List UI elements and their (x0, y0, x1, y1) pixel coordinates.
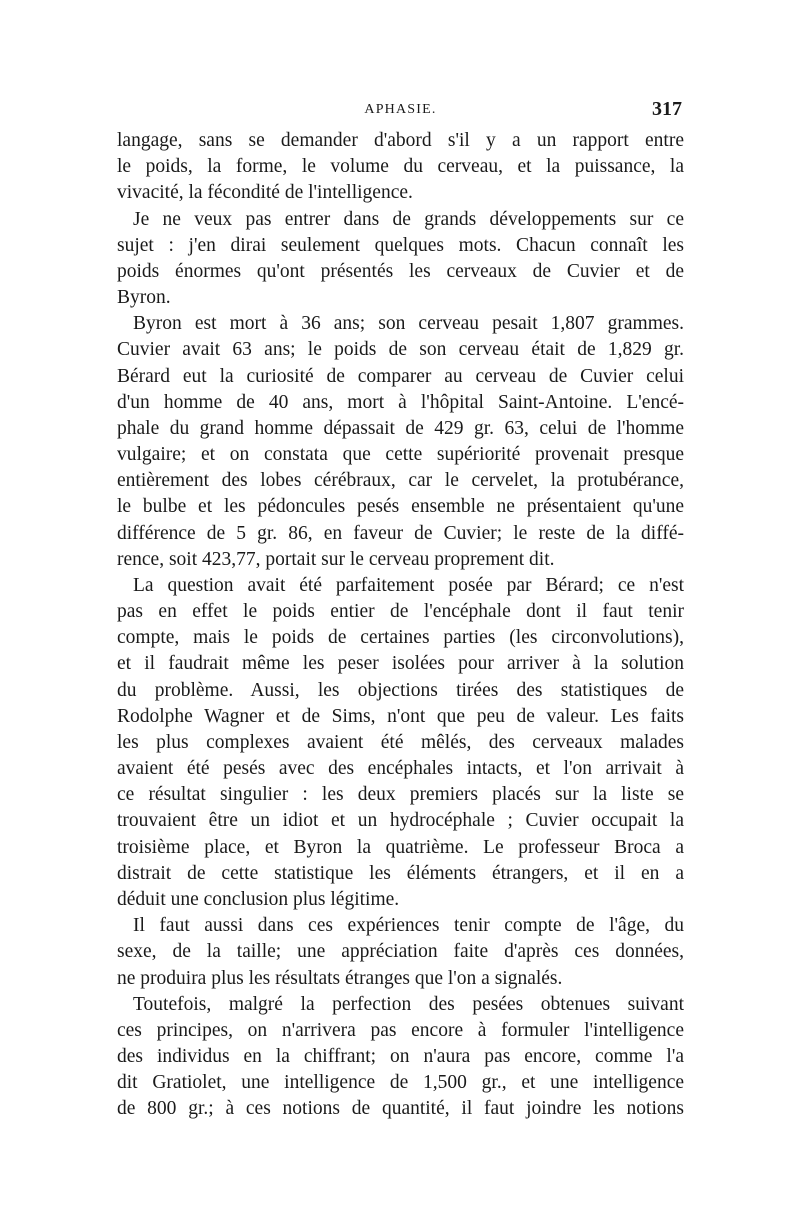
text-line: le bulbe et les pédoncules pesés ensemble ne présentaient qu'une (117, 496, 684, 518)
text-line: sexe, de la taille; une appréciation faite d'après ces données, (117, 941, 684, 963)
text-line: vivacité, la fécondité de l'intelligence. (117, 182, 413, 204)
text-line: poids énormes qu'ont présentés les cerveaux de Cuvier et de (117, 260, 684, 282)
text-line: trouvaient être un idiot et un hydrocéphale ; Cuvier occupait la (117, 810, 684, 832)
text-line: et il faudrait même les peser isolées pour arriver à la solution (117, 653, 684, 675)
text-line: Cuvier avait 63 ans; le poids de son cerveau était de 1,829 gr. (117, 339, 684, 361)
text-line: Il faut aussi dans ces expériences tenir compte de l'âge, du (133, 915, 684, 937)
text-line: différence de 5 gr. 86, en faveur de Cuvier; le reste de la diffé- (117, 522, 684, 544)
text-line: pas en effet le poids entier de l'encéphale dont il faut tenir (117, 601, 684, 623)
text-line: dit Gratiolet, une intelligence de 1,500 gr., et une intelligence (117, 1072, 684, 1094)
text-line: La question avait été parfaitement posée par Bérard; ce n'est (133, 574, 684, 596)
text-line: phale du grand homme dépassait de 429 gr. 63, celui de l'homme (117, 417, 684, 439)
text-line: troisième place, et Byron la quatrième. Le professeur Broca a (117, 836, 684, 858)
text-line: ne produira plus les résultats étranges que l'on a signalés. (117, 967, 563, 989)
text-line: rence, soit 423,77, portait sur le cerveau proprement dit. (117, 548, 555, 570)
text-line: compte, mais le poids de certaines parties (les circonvolutions), (117, 627, 684, 649)
page-header (117, 98, 684, 124)
text-line: le poids, la forme, le volume du cerveau, et la puissance, la (117, 156, 684, 178)
text-line: Bérard eut la curiosité de comparer au cerveau de Cuvier celui (117, 365, 684, 387)
page-number: 317 (652, 98, 682, 120)
text-line: Toutefois, malgré la perfection des pesées obtenues suivant (133, 993, 684, 1015)
text-line: sujet : j'en dirai seulement quelques mots. Chacun connaît les (117, 234, 684, 256)
body-text (117, 128, 684, 1123)
text-line: langage, sans se demander d'abord s'il y a un rapport entre (117, 130, 684, 151)
text-line: Byron est mort à 36 ans; son cerveau pesait 1,807 grammes. (133, 313, 684, 335)
text-line: entièrement des lobes cérébraux, car le cervelet, la protubérance, (117, 470, 684, 492)
text-line: les plus complexes avaient été mêlés, des cerveaux malades (117, 731, 684, 753)
text-line: déduit une conclusion plus légitime. (117, 888, 400, 910)
text-line: ces principes, on n'arrivera pas encore à formuler l'intelligence (117, 1019, 684, 1041)
text-line: Rodolphe Wagner et de Sims, n'ont que peu de valeur. Les faits (117, 705, 684, 727)
text-line: Je ne veux pas entrer dans de grands développements sur ce (133, 208, 684, 230)
text-line: de 800 gr.; à ces notions de quantité, il faut joindre les notions (117, 1098, 684, 1120)
text-line: avaient été pesés avec des encéphales intacts, et l'on arrivait à (117, 758, 684, 780)
text-line: distrait de cette statistique les éléments étrangers, et il en a (117, 862, 684, 884)
text-line: Byron. (117, 287, 171, 309)
text-line: du problème. Aussi, les objections tirées des statistiques de (117, 679, 684, 701)
text-line: vulgaire; et on constata que cette supériorité provenait presque (117, 444, 684, 466)
running-title: APHASIE. (364, 102, 437, 117)
text-line: ce résultat singulier : les deux premiers placés sur la liste se (117, 784, 684, 806)
text-line: des individus en la chiffrant; on n'aura pas encore, comme l'a (117, 1046, 684, 1068)
text-line: d'un homme de 40 ans, mort à l'hôpital Saint-Antoine. L'encé- (117, 391, 684, 413)
